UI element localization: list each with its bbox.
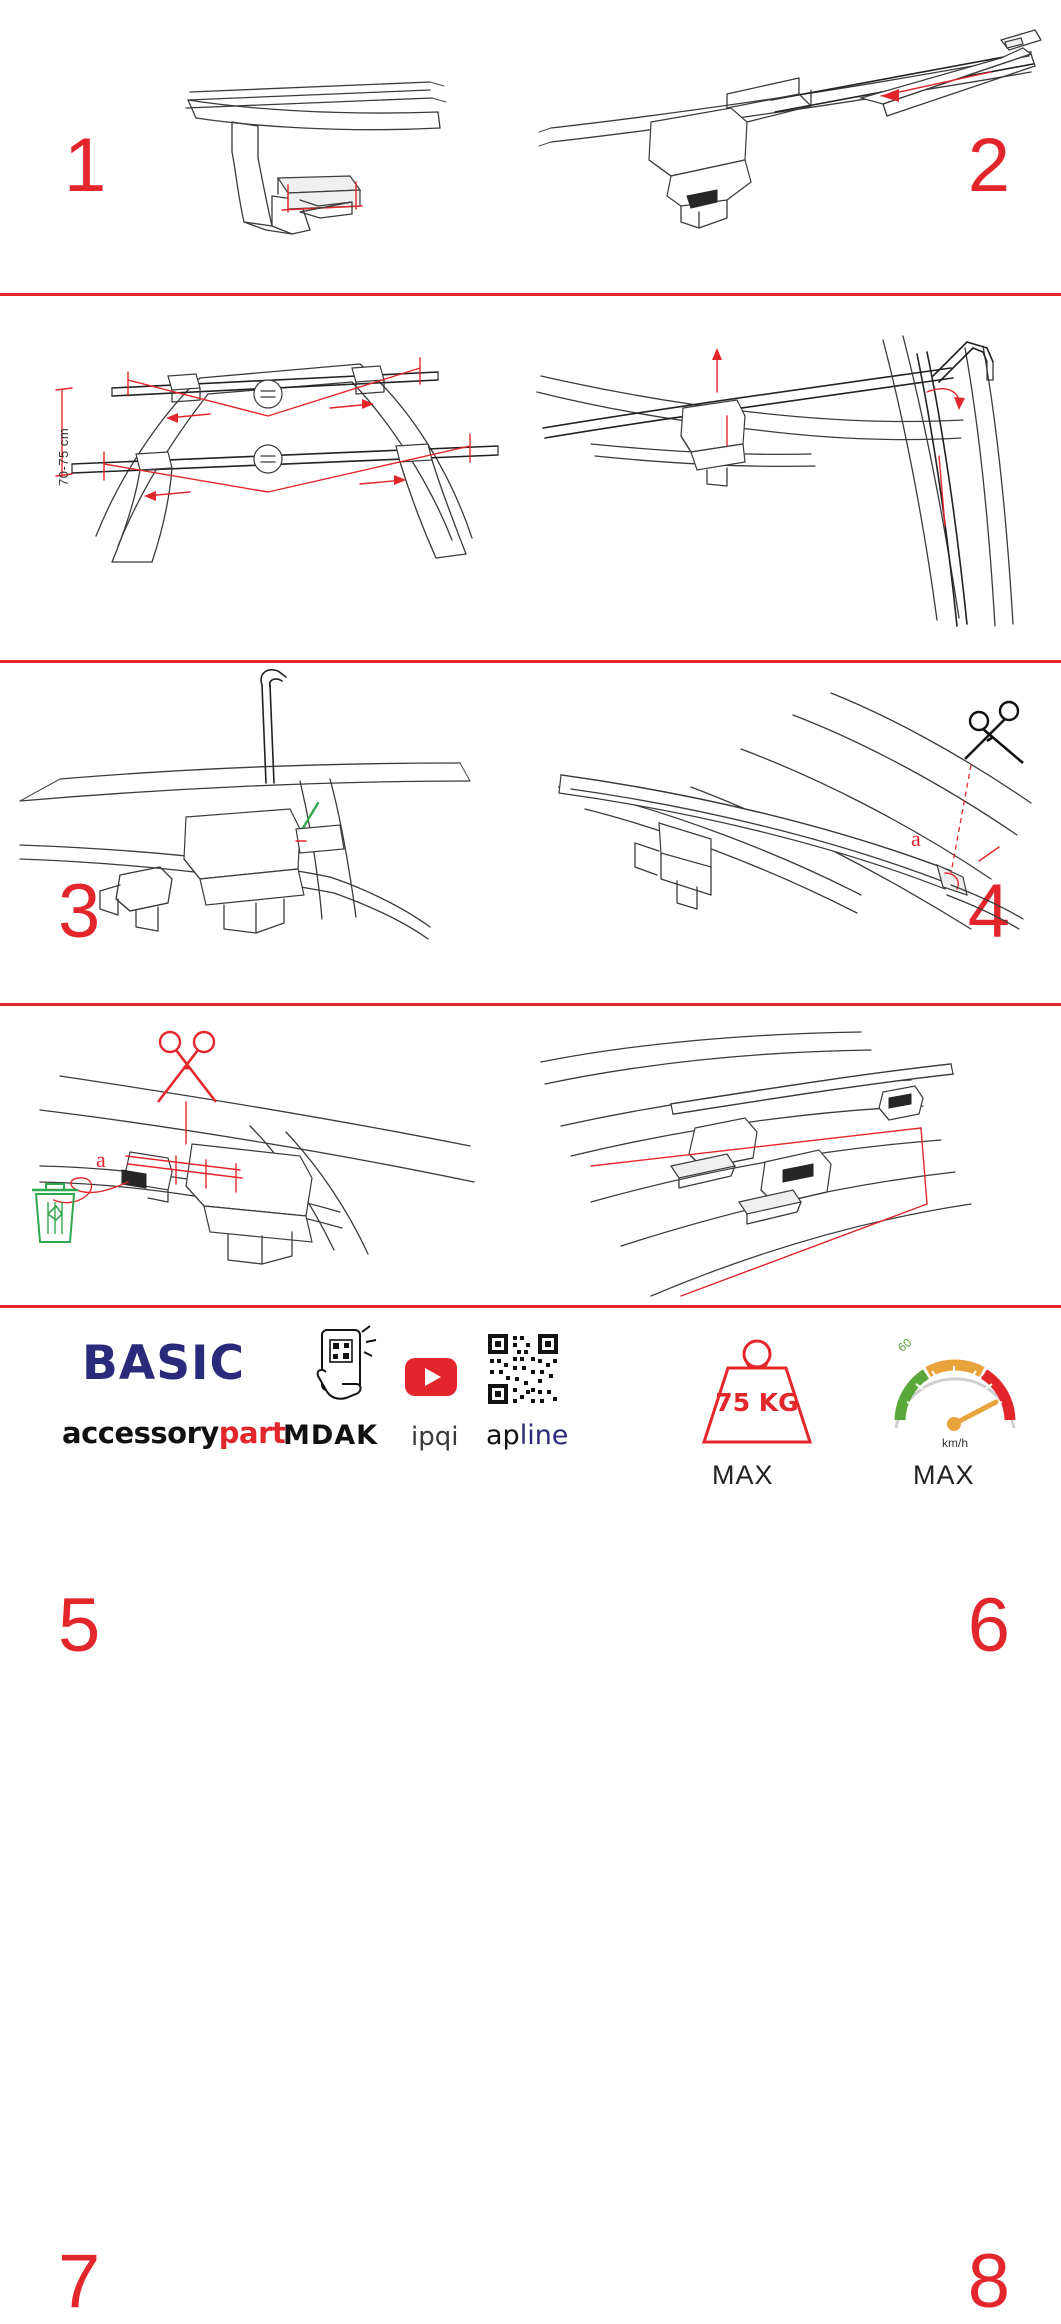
brand-title: BASIC xyxy=(82,1336,246,1391)
part-label-a-step7: a xyxy=(96,1147,106,1172)
brand-name xyxy=(62,1416,285,1450)
speed-tick-60: 60 xyxy=(895,1335,915,1355)
load-limit-label: MAX xyxy=(712,1460,774,1490)
step-panel-3 xyxy=(0,296,530,954)
step-number-8: 8 xyxy=(967,2239,1009,2324)
step-number-3: 3 xyxy=(58,869,100,954)
brand-name-part1: accessory xyxy=(62,1416,219,1450)
step-number-6: 6 xyxy=(967,1583,1009,1668)
youtube-icon[interactable] xyxy=(403,1356,459,1398)
step-3-illustration xyxy=(0,296,530,660)
step-5-illustration xyxy=(0,663,530,1003)
partner-name-mdak: MDAK xyxy=(283,1420,379,1451)
step-number-4: 4 xyxy=(967,869,1009,954)
recycle-bin-icon xyxy=(32,1184,78,1242)
load-limit-value: 75 KG xyxy=(715,1388,799,1417)
footer-branding xyxy=(0,1308,1061,1500)
step-panel-1 xyxy=(0,0,530,293)
scissors-icon-step7 xyxy=(158,1032,216,1102)
step-8-illustration xyxy=(531,1006,1061,1305)
speed-tick-120: 120 xyxy=(978,1367,1004,1391)
speed-limit-label: MAX xyxy=(913,1460,975,1490)
step-6-illustration xyxy=(531,663,1061,1003)
qr-code-icon[interactable] xyxy=(486,1332,560,1406)
step-panel-4 xyxy=(531,296,1061,954)
step-7-illustration xyxy=(0,1006,530,1305)
partner-name-ipqi: ipqi xyxy=(411,1422,459,1452)
step-number-7: 7 xyxy=(58,2239,100,2324)
speed-unit-label: km/h xyxy=(941,1436,968,1450)
hand-phone-qr-icon xyxy=(300,1324,386,1410)
scissors-icon xyxy=(965,702,1023,763)
step-4-illustration xyxy=(531,296,1061,660)
step-number-1: 1 xyxy=(64,123,106,208)
dimension-label: 70-75 cm xyxy=(56,427,71,486)
step-number-2: 2 xyxy=(967,123,1009,208)
part-label-a-step6: a xyxy=(911,826,921,851)
partner-name-apline: apline xyxy=(486,1420,569,1451)
brand-name-part2: part xyxy=(218,1416,286,1450)
step-number-5: 5 xyxy=(58,1583,100,1668)
step-panel-2 xyxy=(531,0,1061,293)
